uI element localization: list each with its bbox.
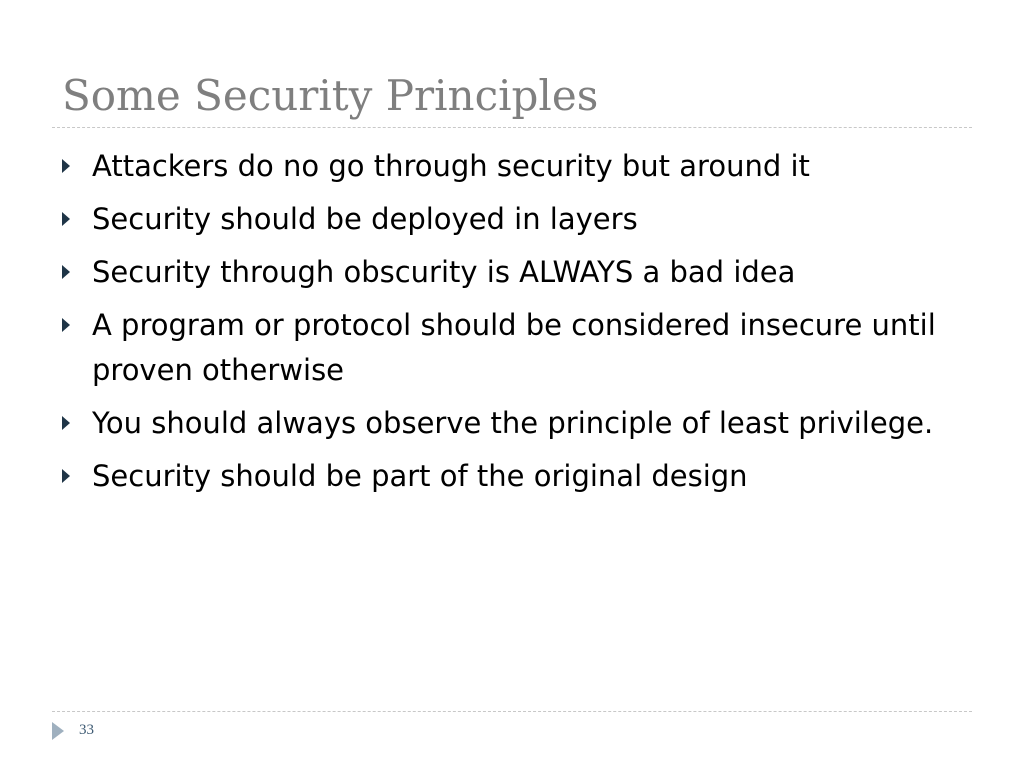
bullet-text: A program or protocol should be considered insecure until proven otherwise xyxy=(92,308,936,387)
bullet-item xyxy=(62,250,982,295)
triangle-bullet-icon xyxy=(62,212,70,226)
bullet-text: Attackers do no go through security but around it xyxy=(92,149,810,183)
bullet-text: Security should be part of the original design xyxy=(92,459,748,493)
triangle-bullet-icon xyxy=(62,265,70,279)
bullet-item xyxy=(62,303,982,393)
triangle-bullet-icon xyxy=(62,469,70,483)
bullet-list xyxy=(62,144,982,507)
triangle-arrow-icon xyxy=(52,722,64,740)
triangle-bullet-icon xyxy=(62,159,70,173)
triangle-bullet-icon xyxy=(62,416,70,430)
bullet-text: You should always observe the principle of least privilege. xyxy=(92,406,934,440)
triangle-bullet-icon xyxy=(62,318,70,332)
slide-number: 33 xyxy=(79,722,94,738)
title-divider xyxy=(52,127,972,128)
bullet-text: Security should be deployed in layers xyxy=(92,202,638,236)
bullet-item xyxy=(62,401,982,446)
bullet-text: Security through obscurity is ALWAYS a bad idea xyxy=(92,255,796,289)
slide-title: Some Security Principles xyxy=(62,71,599,120)
bullet-item xyxy=(62,454,982,499)
bullet-item xyxy=(62,144,982,189)
bullet-item xyxy=(62,197,982,242)
footer-divider xyxy=(52,711,972,712)
